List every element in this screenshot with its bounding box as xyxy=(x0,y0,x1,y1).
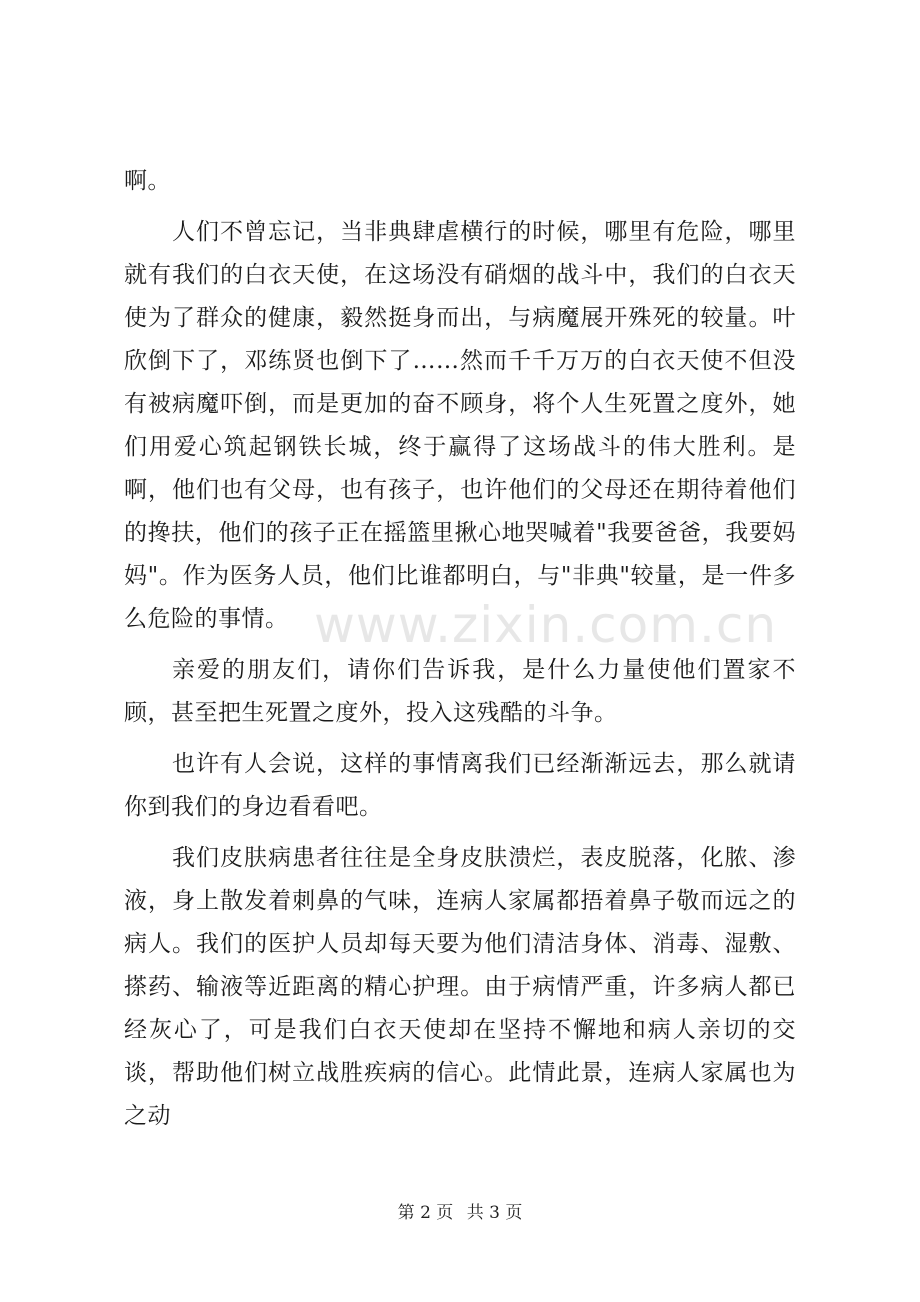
paragraph-4: 也许有人会说，这样的事情离我们已经渐渐远去，那么就请你到我们的身边看看吧。 xyxy=(124,751,796,820)
document-body xyxy=(124,160,796,1146)
paragraph-3: 亲爱的朋友们，请你们告诉我，是什么力量使他们置家不顾，甚至把生死置之度外，投入这残酷的斗争。 xyxy=(124,657,796,726)
page-footer xyxy=(0,1198,920,1223)
paragraph-2: 人们不曾忘记，当非典肆虐横行的时候，哪里有危险，哪里就有我们的白衣天使，在这场没有硝烟的战斗中，我们的白衣天使为了群众的健康，毅然挺身而出，与病魔展开殊死的较量。叶欣倒下了，邓练贤也倒下了……然而千千万万的白衣天使不但没有被病魔吓倒，而是更加的奋不顾身，将个人生死置之度外，她们用爱心筑起钢铁长城，终于赢得了这场战斗的伟大胜利。是啊，他们也有父母，也有孩子，也许他们的父母还在期待着他们的搀扶，他们的孩子正在摇篮里揪心地哭喊着"我要爸爸，我要妈妈"。作为医务人员，他们比谁都明白，与"非典"较量，是一件多么危险的事情。 xyxy=(124,219,796,632)
watermark-text: www.zixin.com.cn xyxy=(314,596,778,654)
paragraph-5: 我们皮肤病患者往往是全身皮肤溃烂，表皮脱落，化脓、渗液，身上散发着刺鼻的气味，连病人家属都捂着鼻子敬而远之的病人。我们的医护人员却每天要为他们清洁身体、消毒、湿敷、搽药、输液等近距离的精心护理。由于病情严重，许多病人都已经灰心了，可是我们白衣天使却在坚持不懈地和病人亲切的交谈，帮助他们树立战胜疾病的信心。此情此景，连病人家属也为之动 xyxy=(124,845,796,1129)
page-number-total: 共 3 页 xyxy=(466,1203,523,1223)
paragraph-1: 啊。 xyxy=(124,168,171,194)
page-number-current: 第 2 页 xyxy=(397,1203,454,1223)
